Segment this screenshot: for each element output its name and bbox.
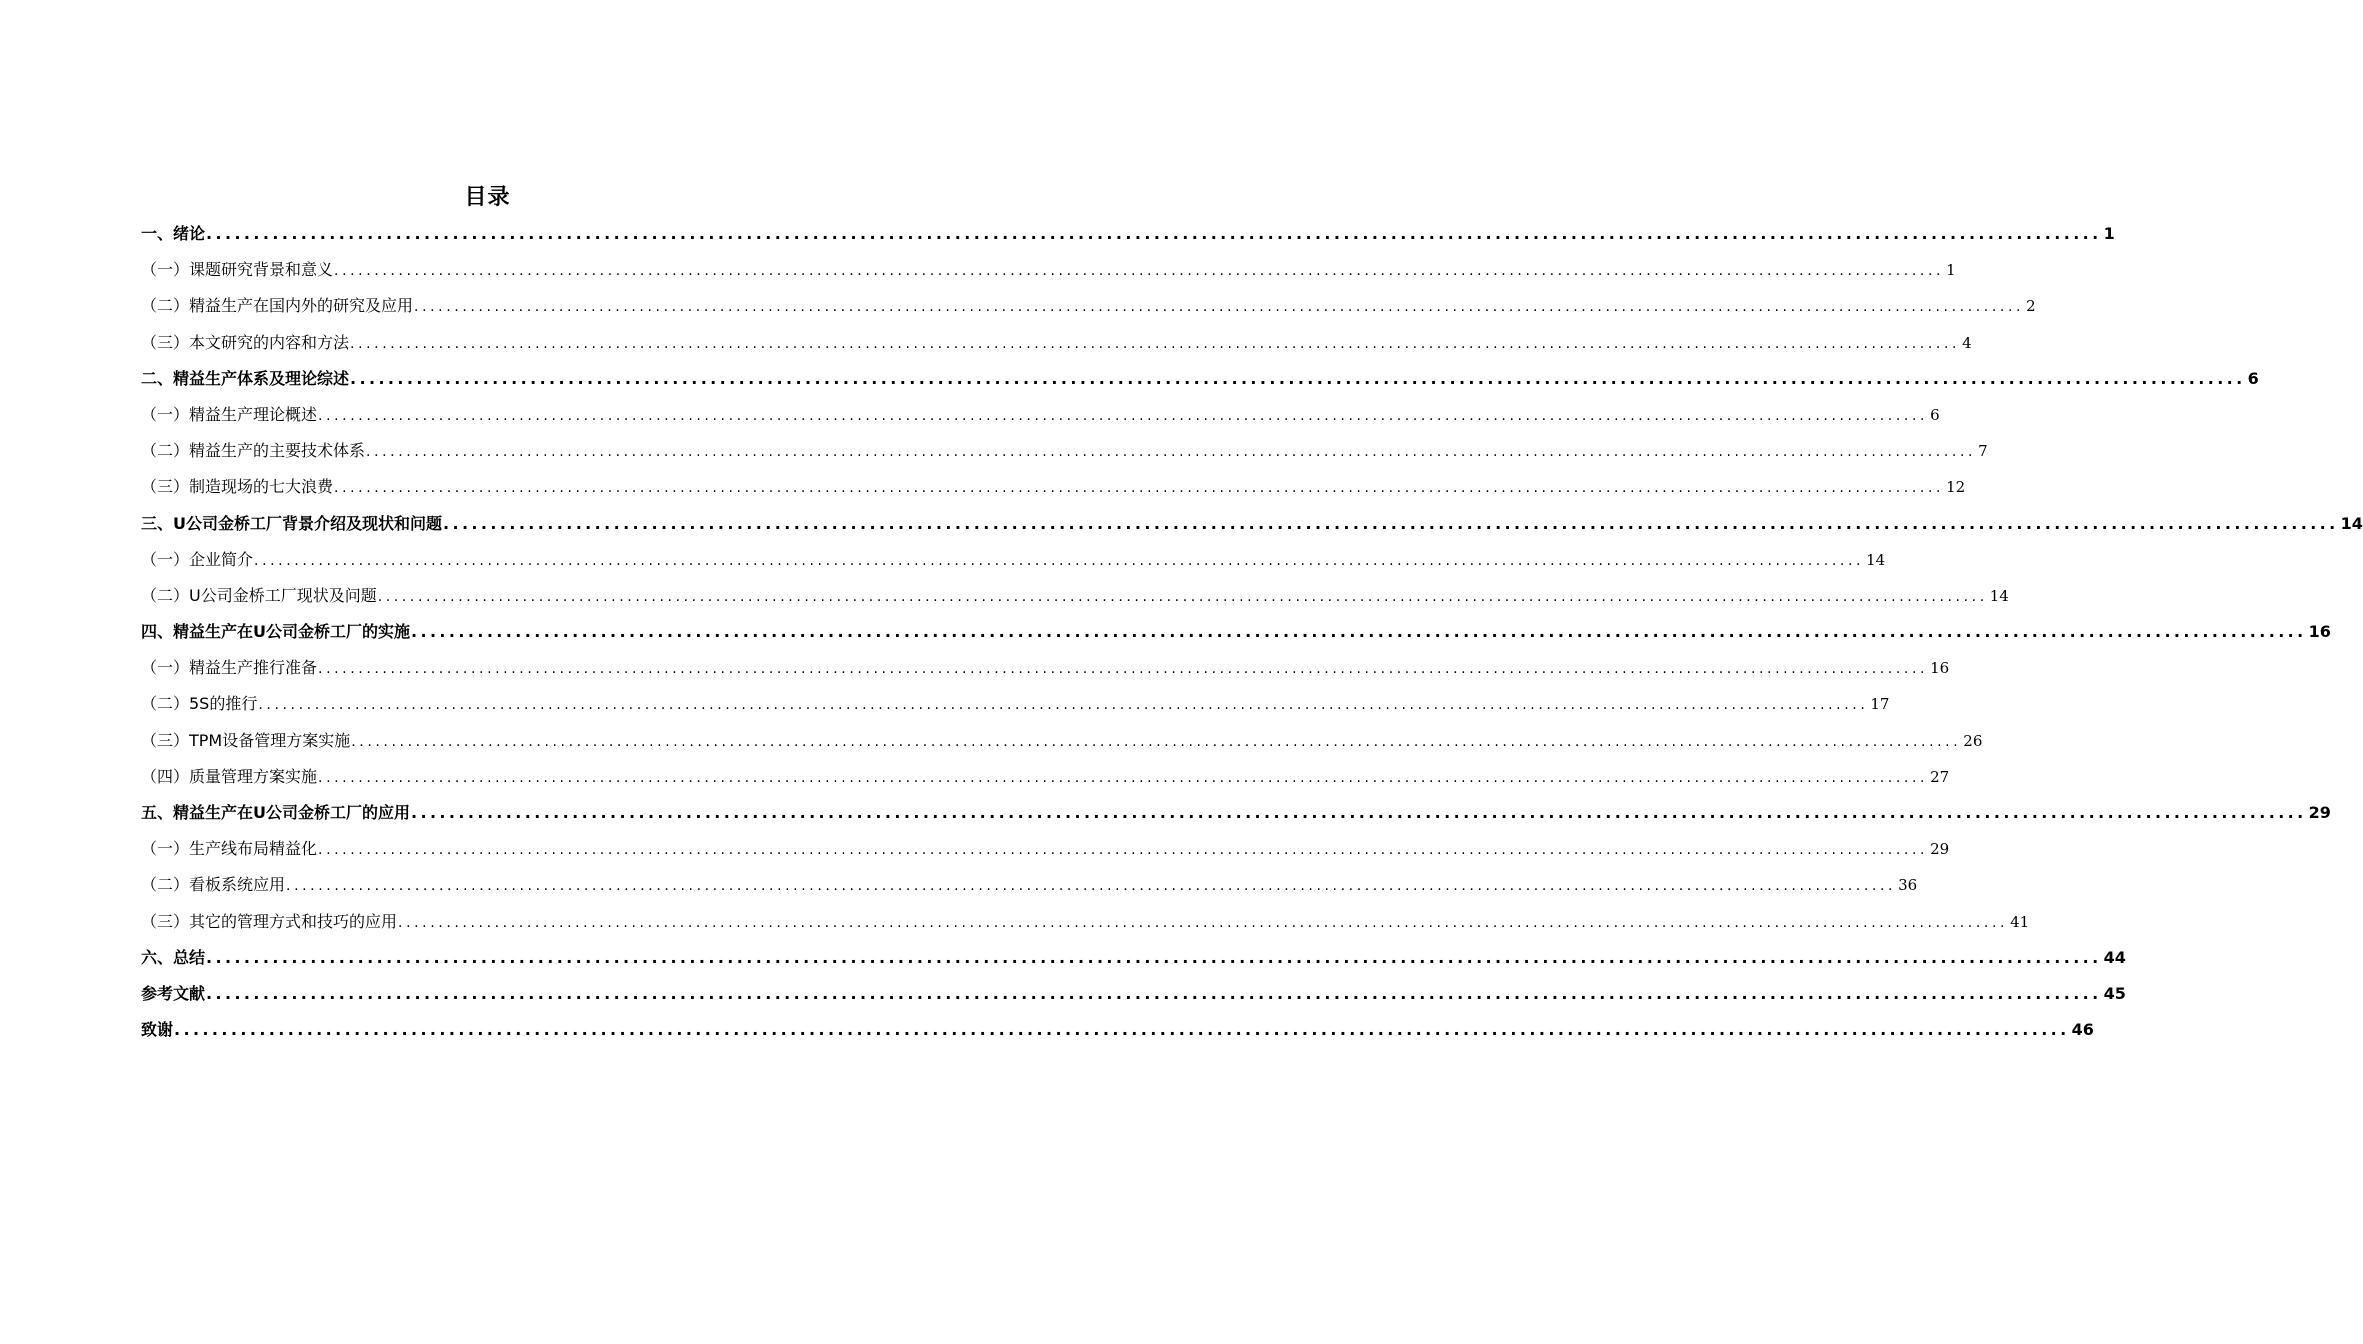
toc-entry[interactable] bbox=[141, 831, 1950, 867]
toc-dot-leader: ........................................................................................................................................................................................................ bbox=[258, 697, 1869, 714]
toc-dot-leader: ........................................................................................................................................................................................................ bbox=[174, 1020, 2070, 1040]
toc-entry-label: （三）其它的管理方式和技巧的应用 bbox=[141, 911, 398, 931]
toc-entry-page-number: 27 bbox=[1930, 767, 1950, 786]
toc-entry-page-number: 16 bbox=[1930, 659, 1950, 678]
toc-entry[interactable] bbox=[141, 650, 1950, 686]
toc-entry-label: （二）精益生产的主要技术体系 bbox=[141, 441, 366, 461]
toc-dot-leader: ........................................................................................................................................................................................................ bbox=[206, 224, 2102, 243]
toc-entry-label: （一）精益生产理论概述 bbox=[141, 404, 318, 424]
toc-entry[interactable] bbox=[141, 288, 2036, 324]
toc-entry-page-number: 6 bbox=[1930, 405, 1940, 424]
toc-entry[interactable] bbox=[141, 976, 2126, 1012]
toc-entry-label: 五、精益生产在U公司金桥工厂的应用 bbox=[141, 803, 410, 822]
toc-entry-label: （三）TPM设备管理方案实施 bbox=[141, 730, 351, 750]
toc-dot-leader: ........................................................................................................................................................................................................ bbox=[443, 513, 2339, 533]
toc-dot-leader: ........................................................................................................................................................................................................ bbox=[411, 622, 2307, 642]
toc-entry[interactable] bbox=[141, 686, 1890, 722]
toc-dot-leader: ........................................................................................................................................................................................................ bbox=[254, 552, 1865, 569]
toc-entry-label: 参考文献 bbox=[141, 983, 206, 1003]
toc-entry-page-number: 45 bbox=[2103, 983, 2126, 1003]
toc-entry[interactable] bbox=[141, 940, 2126, 976]
toc-entry-label: （一）生产线布局精益化 bbox=[141, 839, 318, 859]
toc-entry-page-number: 6 bbox=[2247, 368, 2259, 388]
toc-dot-leader: ........................................................................................................................................................................................................ bbox=[351, 733, 1962, 750]
toc-dot-leader: ........................................................................................................................................................................................................ bbox=[206, 983, 2102, 1003]
toc-entry[interactable] bbox=[141, 759, 1950, 795]
toc-entry-label: （二）5S的推行 bbox=[141, 694, 258, 714]
toc-dot-leader: ........................................................................................................................................................................................................ bbox=[334, 480, 1945, 497]
toc-dot-leader: ........................................................................................................................................................................................................ bbox=[398, 914, 2009, 931]
toc-entry[interactable] bbox=[141, 469, 1966, 505]
toc-entry[interactable] bbox=[141, 867, 1918, 903]
toc-entry-label: （一）课题研究背景和意义 bbox=[141, 260, 334, 280]
page-title: 目录 bbox=[464, 185, 511, 210]
toc-entry[interactable] bbox=[141, 506, 2363, 542]
toc-entry-page-number: 14 bbox=[2340, 513, 2363, 533]
toc-entry[interactable] bbox=[141, 614, 2331, 650]
toc-entry-page-number: 16 bbox=[2308, 622, 2331, 642]
toc-entry-label: （二）看板系统应用 bbox=[141, 875, 286, 895]
toc-entry-label: 二、精益生产体系及理论综述 bbox=[141, 368, 350, 388]
toc-entry-label: （一）企业简介 bbox=[141, 549, 254, 569]
toc-dot-leader: ........................................................................................................................................................................................................ bbox=[411, 803, 2307, 822]
toc-entry[interactable] bbox=[141, 325, 1972, 361]
toc-entry[interactable] bbox=[141, 578, 2009, 614]
toc-entry-label: （三）本文研究的内容和方法 bbox=[141, 332, 350, 352]
toc-entry-page-number: 4 bbox=[1962, 333, 1972, 352]
toc-entry-label: （四）质量管理方案实施 bbox=[141, 766, 318, 786]
toc-dot-leader: ........................................................................................................................................................................................................ bbox=[286, 878, 1897, 895]
toc-entry[interactable] bbox=[141, 252, 1956, 288]
toc-entry-page-number: 44 bbox=[2103, 947, 2126, 967]
toc-entry-page-number: 12 bbox=[1946, 478, 1966, 497]
toc-dot-leader: ........................................................................................................................................................................................................ bbox=[318, 661, 1929, 678]
toc-entry[interactable] bbox=[141, 433, 1988, 469]
toc-entry-page-number: 7 bbox=[1978, 442, 1988, 461]
toc-entry[interactable] bbox=[141, 795, 2331, 831]
toc-entry-label: 致谢 bbox=[141, 1020, 174, 1040]
toc-entry-page-number: 14 bbox=[1989, 586, 2009, 605]
toc-entry-label: 一、绪论 bbox=[141, 224, 206, 243]
toc-entry-label: 六、总结 bbox=[141, 947, 206, 967]
toc-entry-page-number: 36 bbox=[1898, 876, 1918, 895]
toc-dot-leader: ........................................................................................................................................................................................................ bbox=[377, 588, 1988, 605]
toc-entry-page-number: 41 bbox=[2010, 912, 2030, 931]
toc-entry-label: （一）精益生产推行准备 bbox=[141, 658, 318, 678]
toc-entry[interactable] bbox=[141, 397, 1940, 433]
toc-entry[interactable] bbox=[141, 904, 2030, 940]
toc-entry-page-number: 29 bbox=[1930, 840, 1950, 859]
toc-entry[interactable] bbox=[141, 216, 2115, 252]
toc-entry[interactable] bbox=[141, 1012, 2094, 1048]
toc-dot-leader: ........................................................................................................................................................................................................ bbox=[350, 368, 2246, 388]
toc-dot-leader: ........................................................................................................................................................................................................ bbox=[350, 335, 1961, 352]
toc-entry-page-number: 29 bbox=[2308, 803, 2331, 822]
toc-dot-leader: ........................................................................................................................................................................................................ bbox=[414, 299, 2025, 316]
toc-entry[interactable] bbox=[141, 361, 2259, 397]
toc-entry-label: 三、U公司金桥工厂背景介绍及现状和问题 bbox=[141, 513, 442, 533]
toc-entry-page-number: 17 bbox=[1870, 695, 1890, 714]
toc-entry-page-number: 14 bbox=[1866, 550, 1886, 569]
toc-entry-label: （二）U公司金桥工厂现状及问题 bbox=[141, 585, 377, 605]
toc-dot-leader: ........................................................................................................................................................................................................ bbox=[318, 407, 1929, 424]
toc-entry-page-number: 46 bbox=[2071, 1020, 2094, 1040]
toc-dot-leader: ........................................................................................................................................................................................................ bbox=[366, 444, 1977, 461]
toc-dot-leader: ........................................................................................................................................................................................................ bbox=[334, 263, 1945, 280]
toc-dot-leader: ........................................................................................................................................................................................................ bbox=[318, 769, 1929, 786]
toc-entry-page-number: 2 bbox=[2026, 297, 2036, 316]
toc-entry-page-number: 26 bbox=[1963, 731, 1983, 750]
toc-entry[interactable] bbox=[141, 723, 1983, 759]
toc-entry-label: （二）精益生产在国内外的研究及应用 bbox=[141, 296, 414, 316]
toc-entry-label: （三）制造现场的七大浪费 bbox=[141, 477, 334, 497]
toc-entry-page-number: 1 bbox=[1946, 261, 1956, 280]
toc-dot-leader: ........................................................................................................................................................................................................ bbox=[206, 947, 2102, 967]
toc-entry-label: 四、精益生产在U公司金桥工厂的实施 bbox=[141, 622, 410, 642]
toc-list bbox=[141, 216, 2363, 1048]
toc-entry-page-number: 1 bbox=[2103, 224, 2115, 243]
toc-entry[interactable] bbox=[141, 542, 1886, 578]
toc-dot-leader: ........................................................................................................................................................................................................ bbox=[318, 842, 1929, 859]
